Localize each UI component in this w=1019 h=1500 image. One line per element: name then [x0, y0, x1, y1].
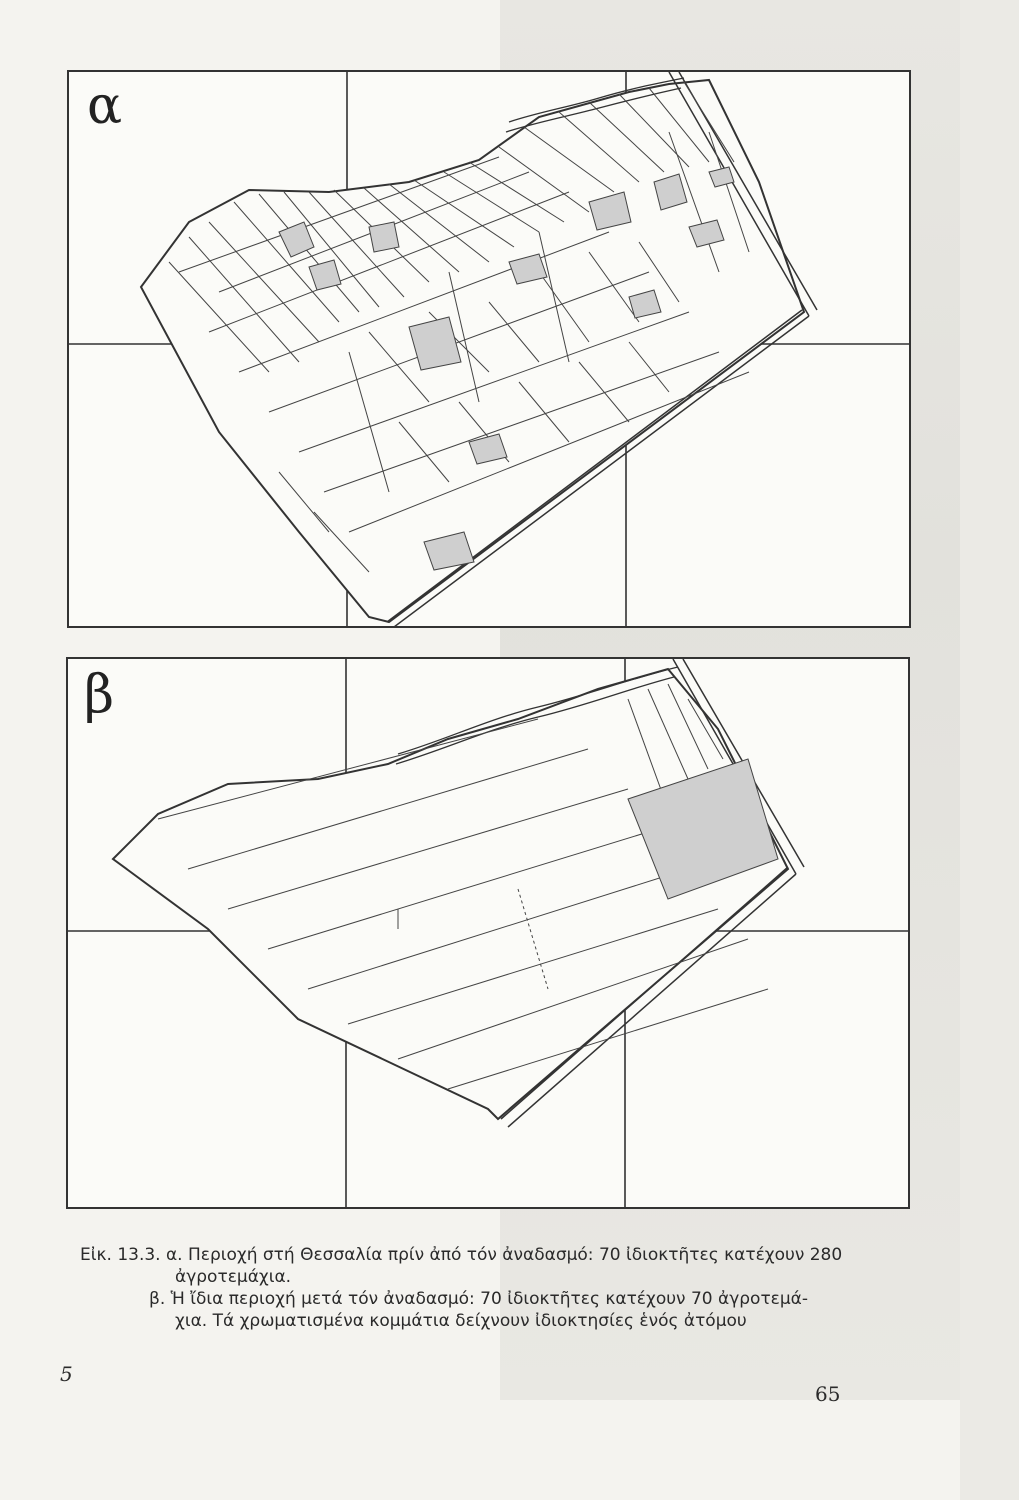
caption-line: χια. Τά χρωματισμένα κομμάτια δείχνουν ἰδιοκτησίες ἑνός ἀτόμου	[175, 1311, 747, 1331]
cadastral-map-after	[68, 659, 908, 1207]
caption-line: Εἰκ. 13.3. α. Περιοχή στή Θεσσαλία πρίν ἀπό τόν ἀναδασμό: 70 ἰδιοκτῆτες κατέχουν 280	[80, 1245, 843, 1265]
caption-line: β. Ἡ ἴδια περιοχή μετά τόν ἀναδασμό: 70 ἰδιοκτῆτες κατέχουν 70 ἀγροτεμά-	[149, 1289, 809, 1309]
parcel-region-outline	[141, 80, 804, 622]
margin-number: 5	[60, 1362, 73, 1386]
panel-label-beta: β	[84, 665, 115, 725]
page-number: 65	[815, 1382, 841, 1406]
figure-caption	[80, 1244, 880, 1332]
map-panel-before	[67, 70, 911, 628]
caption-line: ἀγροτεμάχια.	[175, 1267, 292, 1287]
panel-label-alpha: α	[87, 76, 123, 136]
cadastral-map-before	[69, 72, 909, 626]
page-edge	[960, 0, 1019, 1500]
map-panel-after	[66, 657, 910, 1209]
